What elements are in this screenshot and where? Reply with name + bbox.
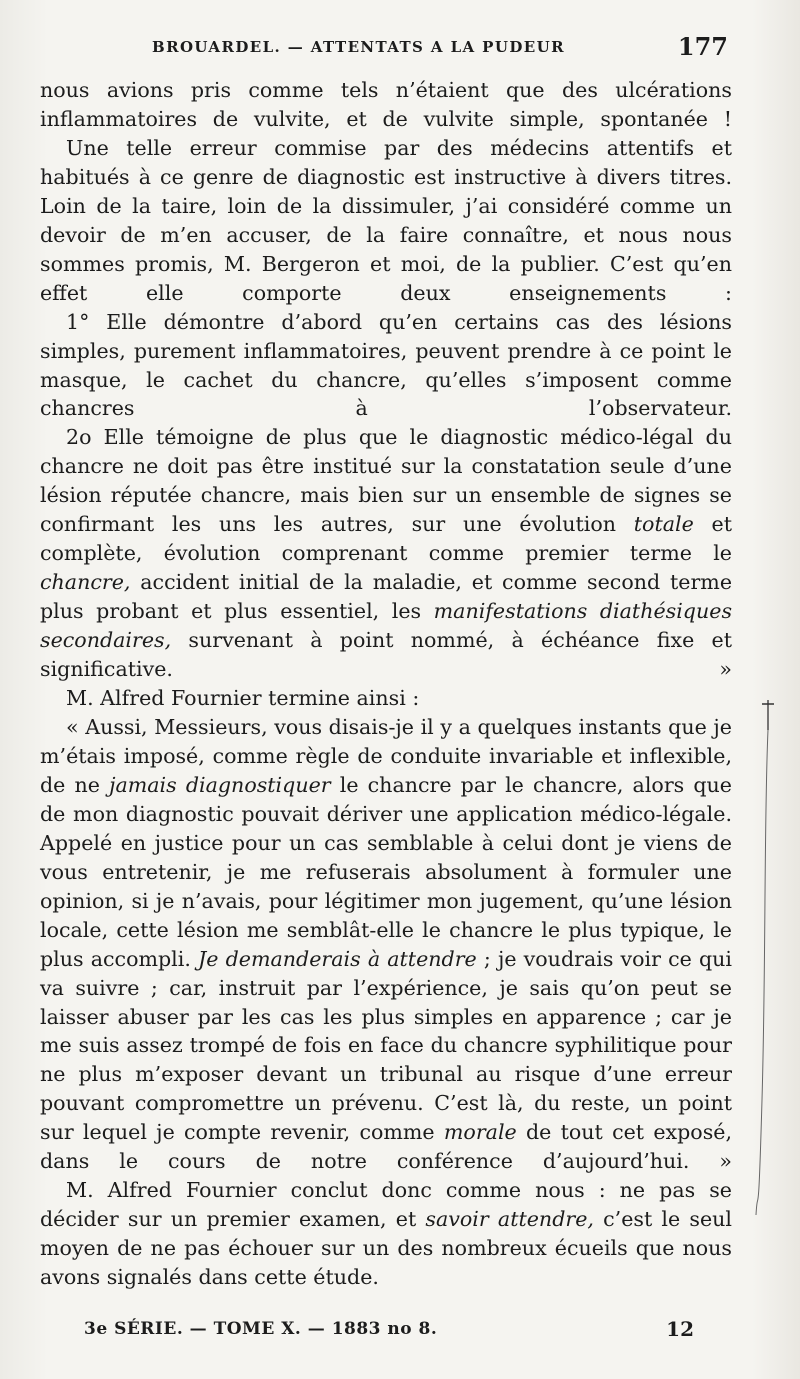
paragraph-4 — [40, 423, 732, 684]
paragraph-3-text: 1° Elle démontre d’abord qu’en certains cas des lésions simples, purement inflammatoires, peuvent prendre à ce point le masque, le cachet du chancre, qu’elles s’imposent comme chancres à l’observateur. — [40, 309, 732, 421]
paragraph-6-text-b: le chancre par le chancre, alors que de mon diagnostic pouvait dériver une application médico-légale. Appelé en justice pour un cas semblable à celui dont je viens de vous entretenir, je me refuserais absolument à formuler une opinion, si je n’avais, pour légitimer mon jugement, qu’une lésion locale, cette lésion me semblât-elle le chancre le plus typique, le plus accompli. — [40, 772, 732, 971]
page-footer — [84, 1317, 694, 1347]
signature-mark: 12 — [666, 1317, 694, 1341]
margin-pencil-mark — [752, 700, 782, 1220]
paragraph-4-italic-2: chancre, — [40, 570, 131, 595]
paragraph-6-italic-3: morale — [443, 1120, 517, 1145]
body-text — [40, 76, 732, 1292]
paragraph-6-text-c: ; je voudrais voir ce qui va suivre ; car, instruit par l’expérience, je sais qu’on peut se laisser abuser par les cas les plus simples en apparence ; car je me suis assez trompé de fois en face du chancre syphilitique pour ne plus m’exposer devant un tribunal au risque d’une erreur pouvant compromettre un prévenu. C’est là, du reste, un point sur lequel je compte revenir, comme — [40, 946, 733, 1145]
paragraph-2 — [40, 134, 732, 308]
paragraph-5 — [40, 684, 732, 713]
paragraph-7-text-b: c’est le seul moyen de ne pas échouer sur un des nombreux écueils que nous avons signalés dans cette étude. — [40, 1207, 732, 1290]
paragraph-6-italic-1: jamais diagnostiquer — [109, 772, 331, 797]
paragraph-2-text: Une telle erreur commise par des médecins attentifs et habitués à ce genre de diagnostic est instructive à divers titres. Loin de la taire, loin de la dissimuler, j’ai considéré comme un devoir de m’en accuser, de la faire connaître, et nous nous sommes promis, M. Bergeron et moi, de la publier. C’est qu’en effet elle comporte deux enseignements : — [40, 135, 732, 305]
paragraph-6 — [40, 713, 732, 1176]
series-line: 3e SÉRIE. — TOME X. — 1883 no 8. — [84, 1319, 438, 1339]
paragraph-6-text-d: de tout cet exposé, dans le cours de notre conférence d’aujourd’hui. » — [40, 1120, 733, 1174]
paragraph-4-text-c: accident initial de la maladie, et comme second terme plus probant et plus essentiel, les — [40, 570, 733, 624]
paragraph-3 — [40, 308, 732, 424]
paragraph-7-text-a: M. Alfred Fournier conclut donc comme nous : ne pas se décider sur un premier examen, et — [40, 1178, 732, 1232]
paragraph-4-text-d: survenant à point nommé, à échéance fixe et significative. » — [40, 628, 732, 682]
paragraph-6-text-a: « Aussi, Messieurs, vous disais-je il y a quelques instants que je m’étais imposé, comme règle de conduite invariable et inflexible, de ne — [40, 714, 732, 797]
paragraph-1 — [40, 76, 732, 134]
paragraph-1-text: nous avions pris comme tels n’étaient que des ulcérations inflammatoires de vulvite, et de vulvite simple, spontanée ! — [40, 78, 732, 131]
paragraph-4-text-b: et complète, évolution comprenant comme premier terme le — [40, 512, 733, 566]
paragraph-7-italic-1: savoir attendre, — [425, 1207, 594, 1232]
paragraph-4-italic-1: totale — [633, 512, 694, 537]
running-head: BROUARDEL. — ATTENTATS A LA PUDEUR — [152, 38, 565, 56]
paragraph-4-text-a: 2o Elle témoigne de plus que le diagnostic médico-légal du chancre ne doit pas être institué sur la constatation seule d’une lésion réputée chancre, mais bien sur un ensemble de signes se confirmant les uns les autres, sur une évolution — [40, 425, 732, 537]
paragraph-6-italic-2: Je demanderais à attendre — [198, 946, 477, 971]
paragraph-7 — [40, 1176, 732, 1292]
page-header — [40, 32, 730, 66]
paragraph-5-text: M. Alfred Fournier termine ainsi : — [66, 686, 420, 711]
page-number: 177 — [677, 32, 728, 61]
paragraph-4-italic-3: manifestations diathésiques secondaires, — [40, 599, 733, 653]
